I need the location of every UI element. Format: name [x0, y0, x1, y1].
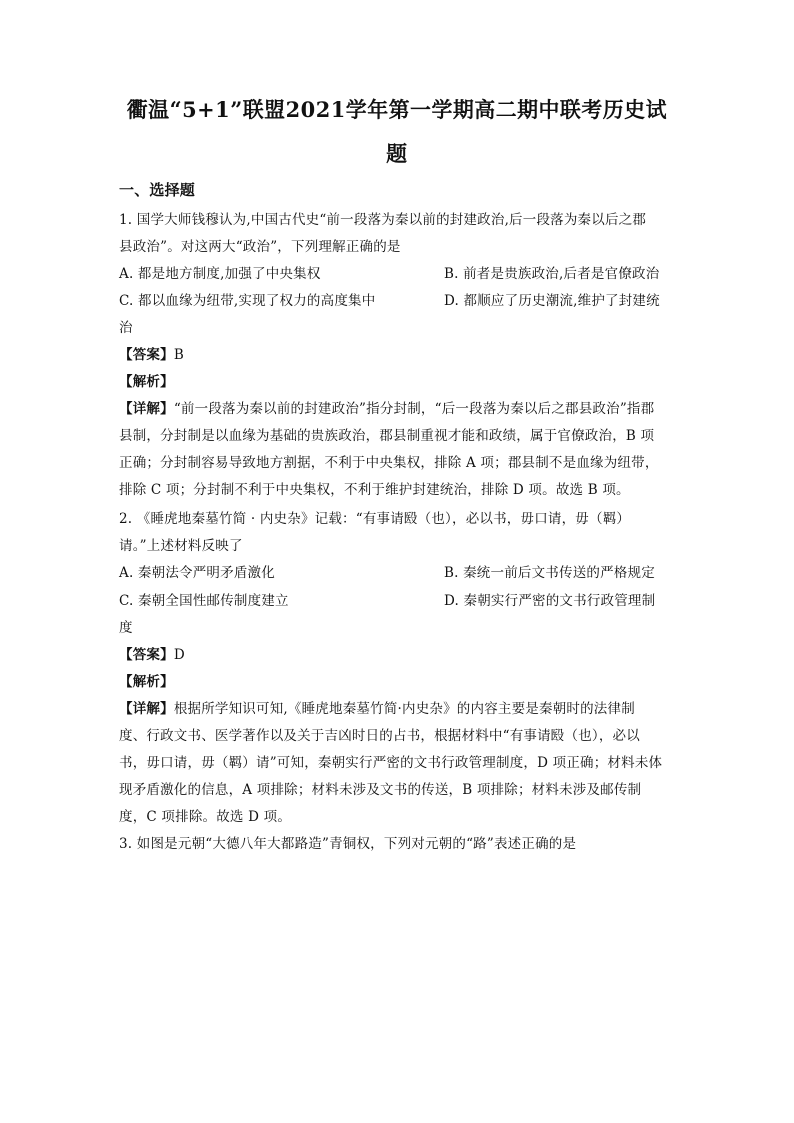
- document-title-line-2: 题: [386, 141, 408, 166]
- detail-text: 根据所学知识可知,《睡虎地秦墓竹简·内史杂》的内容主要是秦朝时的法律制: [173, 701, 635, 717]
- q2-option-b: B. 秦统一前后文书传送的严格规定: [444, 565, 655, 581]
- document-title-line-1: 衢温“5+1”联盟2021学年第一学期高二期中联考历史试: [126, 97, 668, 122]
- q2-option-d-continued: 度: [119, 620, 133, 636]
- q1-option-b: B. 前者是贵族政治,后者是官僚政治: [444, 266, 660, 282]
- q1-analysis-tag: 【解析】: [119, 374, 174, 390]
- q1-detail-line-1: [119, 399, 654, 419]
- section-heading: 一、选择题: [119, 181, 196, 199]
- q2-stem-line-1: 2. 《睡虎地秦墓竹简 · 内史杂》记载：“有事请殹（也），必以书，毋口请，毋（羁）: [119, 511, 631, 527]
- q1-detail-line-4: 排除 C 项；分封制不利于中央集权，不利于维护封建统治，排除 D 项。故选 B 项。: [119, 482, 630, 498]
- detail-text: “前一段落为秦以前的封建政治”指分封制，“后一段落为秦以后之郡县政治”指郡: [173, 401, 655, 417]
- q2-answer: [119, 645, 185, 665]
- detail-tag: 【详解】: [119, 401, 174, 417]
- answer-tag: 【答案】: [119, 647, 174, 663]
- q1-detail-line-3: 正确；分封制容易导致地方割据，不利于中央集权，排除 A 项；郡县制不是血缘为纽带，: [119, 455, 659, 471]
- q2-analysis-tag: 【解析】: [119, 674, 174, 690]
- q2-detail-line-2: 度、行政文书、医学著作以及关于吉凶时日的占书，根据材料中“有事请殹（也），必以: [119, 728, 640, 744]
- q2-detail-line-3: 书，毋口请，毋（羁）请”可知，秦朝实行严密的文书行政管理制度，D 项正确；材料未体: [119, 755, 663, 771]
- q3-stem-line-1: 3. 如图是元朝“大德八年大都路造”青铜权，下列对元朝的“路”表述正确的是: [119, 836, 577, 852]
- q1-answer: [119, 345, 184, 365]
- answer-value: B: [173, 347, 184, 363]
- q2-detail-line-5: 度，C 项排除。故选 D 项。: [119, 809, 292, 825]
- q2-option-a: A. 秦朝法令严明矛盾激化: [119, 565, 275, 581]
- q1-detail-line-2: 县制，分封制是以血缘为基础的贵族政治，郡县制重视才能和政绩，属于官僚政治，B 项: [119, 428, 655, 444]
- q2-detail-line-4: 现矛盾激化的信息，A 项排除；材料未涉及文书的传送，B 项排除；材料未涉及邮传制: [119, 782, 642, 798]
- q1-stem-line-1: 1. 国学大师钱穆认为,中国古代史“前一段落为秦以前的封建政治,后一段落为秦以后之郡: [119, 212, 647, 228]
- q2-option-c: C. 秦朝全国性邮传制度建立: [119, 593, 289, 609]
- q1-option-d: D. 都顺应了历史潮流,维护了封建统: [444, 293, 660, 309]
- answer-value: D: [173, 647, 185, 663]
- answer-tag: 【答案】: [119, 347, 174, 363]
- q1-option-d-continued: 治: [119, 320, 133, 336]
- detail-tag: 【详解】: [119, 701, 174, 717]
- q2-option-d: D. 秦朝实行严密的文书行政管理制: [444, 593, 656, 609]
- q1-stem-line-2: 县政治”。对这两大“政治”，下列理解正确的是: [119, 239, 401, 255]
- q1-option-a: A. 都是地方制度,加强了中央集权: [119, 266, 321, 282]
- q2-stem-line-2: 请。”上述材料反映了: [119, 538, 243, 554]
- q2-detail-line-1: [119, 699, 635, 719]
- q1-option-c: C. 都以血缘为纽带,实现了权力的高度集中: [119, 293, 376, 309]
